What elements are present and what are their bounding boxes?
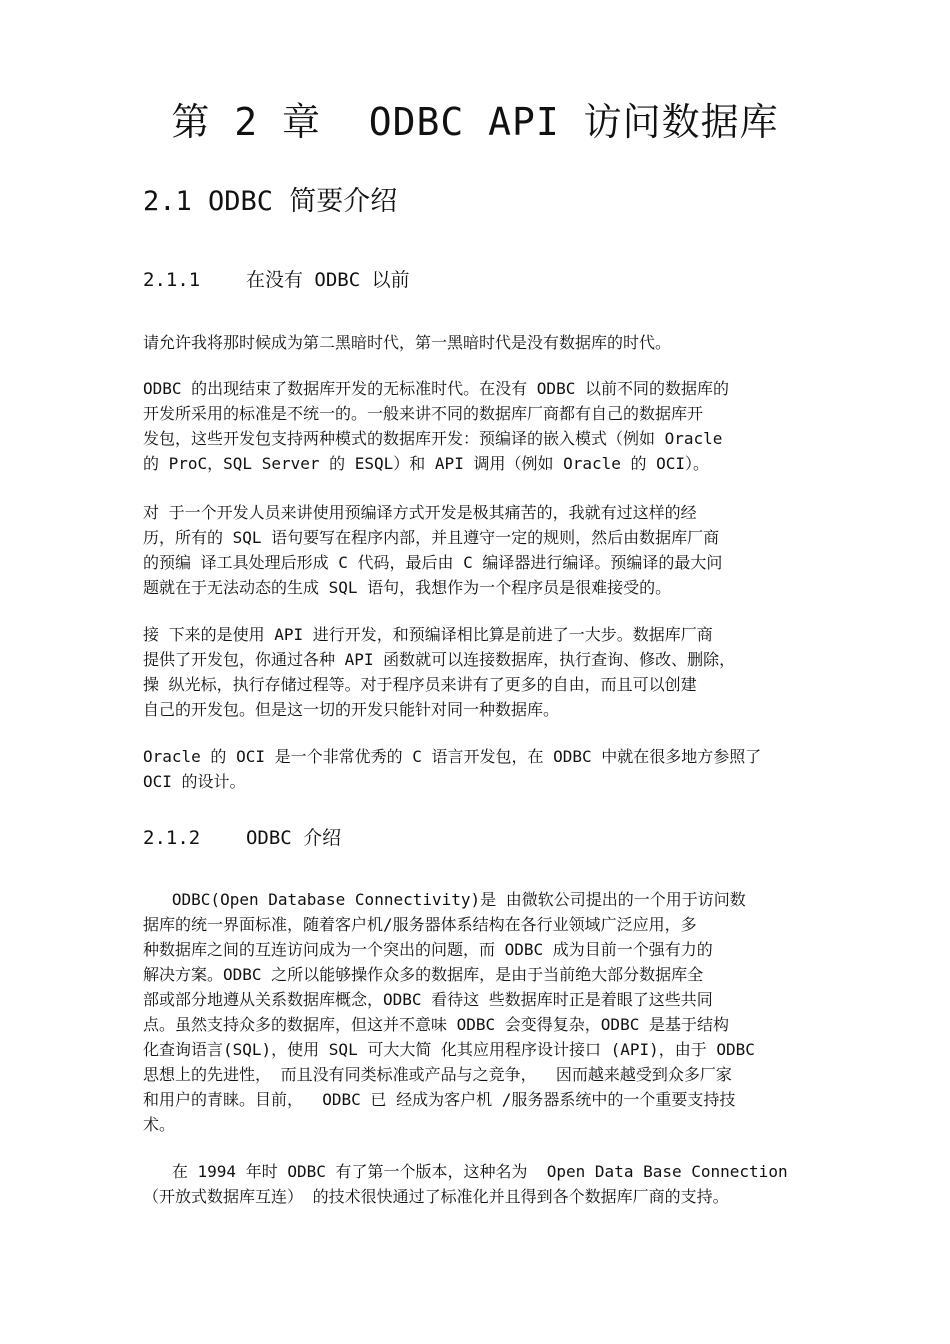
subsection-title-odbc-intro: 2.1.2 ODBC 介绍	[143, 827, 342, 849]
paragraph-odbc-emergence: ODBC 的出现结束了数据库开发的无标准时代。在没有 ODBC 以前不同的数据库的 开发所采用的标准是不统一的。一般来讲不同的数据库厂商都有自己的数据库开 发包，这些开发包支持两种模式的数据库开发：预编译的嵌入模式（例如 Oracle 的 ProC，SQL Server 的 ESQL）和 API 调用（例如 Oracle 的 OCI）。	[143, 379, 729, 473]
paragraph-precompile: 对 于一个开发人员来讲使用预编译方式开发是极其痛苦的，我就有过这样的经 历，所有的 SQL 语句要写在程序内部，并且遵守一定的规则，然后由数据库厂商 的预编 译工具处理后形成 C 代码，最后由 C 编译器进行编译。预编译的最大问 题就在于无法动态的生成 SQL 语句，我想作为一个程序员是很难接受的。	[143, 503, 723, 597]
paragraph-api-development: 接 下来的是使用 API 进行开发，和预编译相比算是前进了一大步。数据库厂商 提供了开发包，你通过各种 API 函数就可以连接数据库，执行查询、修改、删除， 操 纵光标，执行存储过程等。对于程序员来讲有了更多的自由，而且可以创建 自己的开发包。但是这一切的开发只能针对同一种数据库。	[143, 625, 736, 719]
paragraph-dark-age: 请允许我将那时候成为第二黑暗时代，第一黑暗时代是没有数据库的时代。	[143, 333, 672, 352]
paragraph-oracle-oci: Oracle 的 OCI 是一个非常优秀的 C 语言开发包，在 ODBC 中就在很多地方参照了 OCI 的设计。	[143, 747, 762, 791]
section-title: 2.1 ODBC 简要介绍	[143, 186, 398, 217]
paragraph-odbc-definition: ODBC(Open Database Connectivity)是 由微软公司提出的一个用于访问数 据库的统一界面标准，随着客户机/服务器体系结构在各行业领域广泛应用，多 种数据库之间的互连访问成为一个突出的问题，而 ODBC 成为目前一个强有力的 解决方案。ODBC 之所以能够操作众多的数据库，是由于当前绝大部分数据库全 部或部分地遵从关系数据库概念，ODBC 看待这 些数据库时正是着眼了这些共同 点。虽然支持众多的数据库，但这并不意味 ODBC 会变得复杂，ODBC 是基于结构 化查询语言(SQL)，使用 SQL 可大大简 化其应用程序设计接口 (API)，由于 ODBC 思想上的先进性， 而且没有同类标准或产品与之竞争， 因而越来越受到众多厂家 和用户的青睐。目前， ODBC 已 经成为客户机 /服务器系统中的一个重要支持技 术。	[143, 890, 755, 1134]
subsection-title-before-odbc: 2.1.1 在没有 ODBC 以前	[143, 269, 410, 291]
chapter-title: 第 2 章 ODBC API 访问数据库	[171, 100, 779, 144]
paragraph-odbc-1994: 在 1994 年时 ODBC 有了第一个版本，这种名为 Open Data Base Connection （开放式数据库互连） 的技术很快通过了标准化并且得到各个数据库厂商的支持。	[143, 1162, 788, 1206]
